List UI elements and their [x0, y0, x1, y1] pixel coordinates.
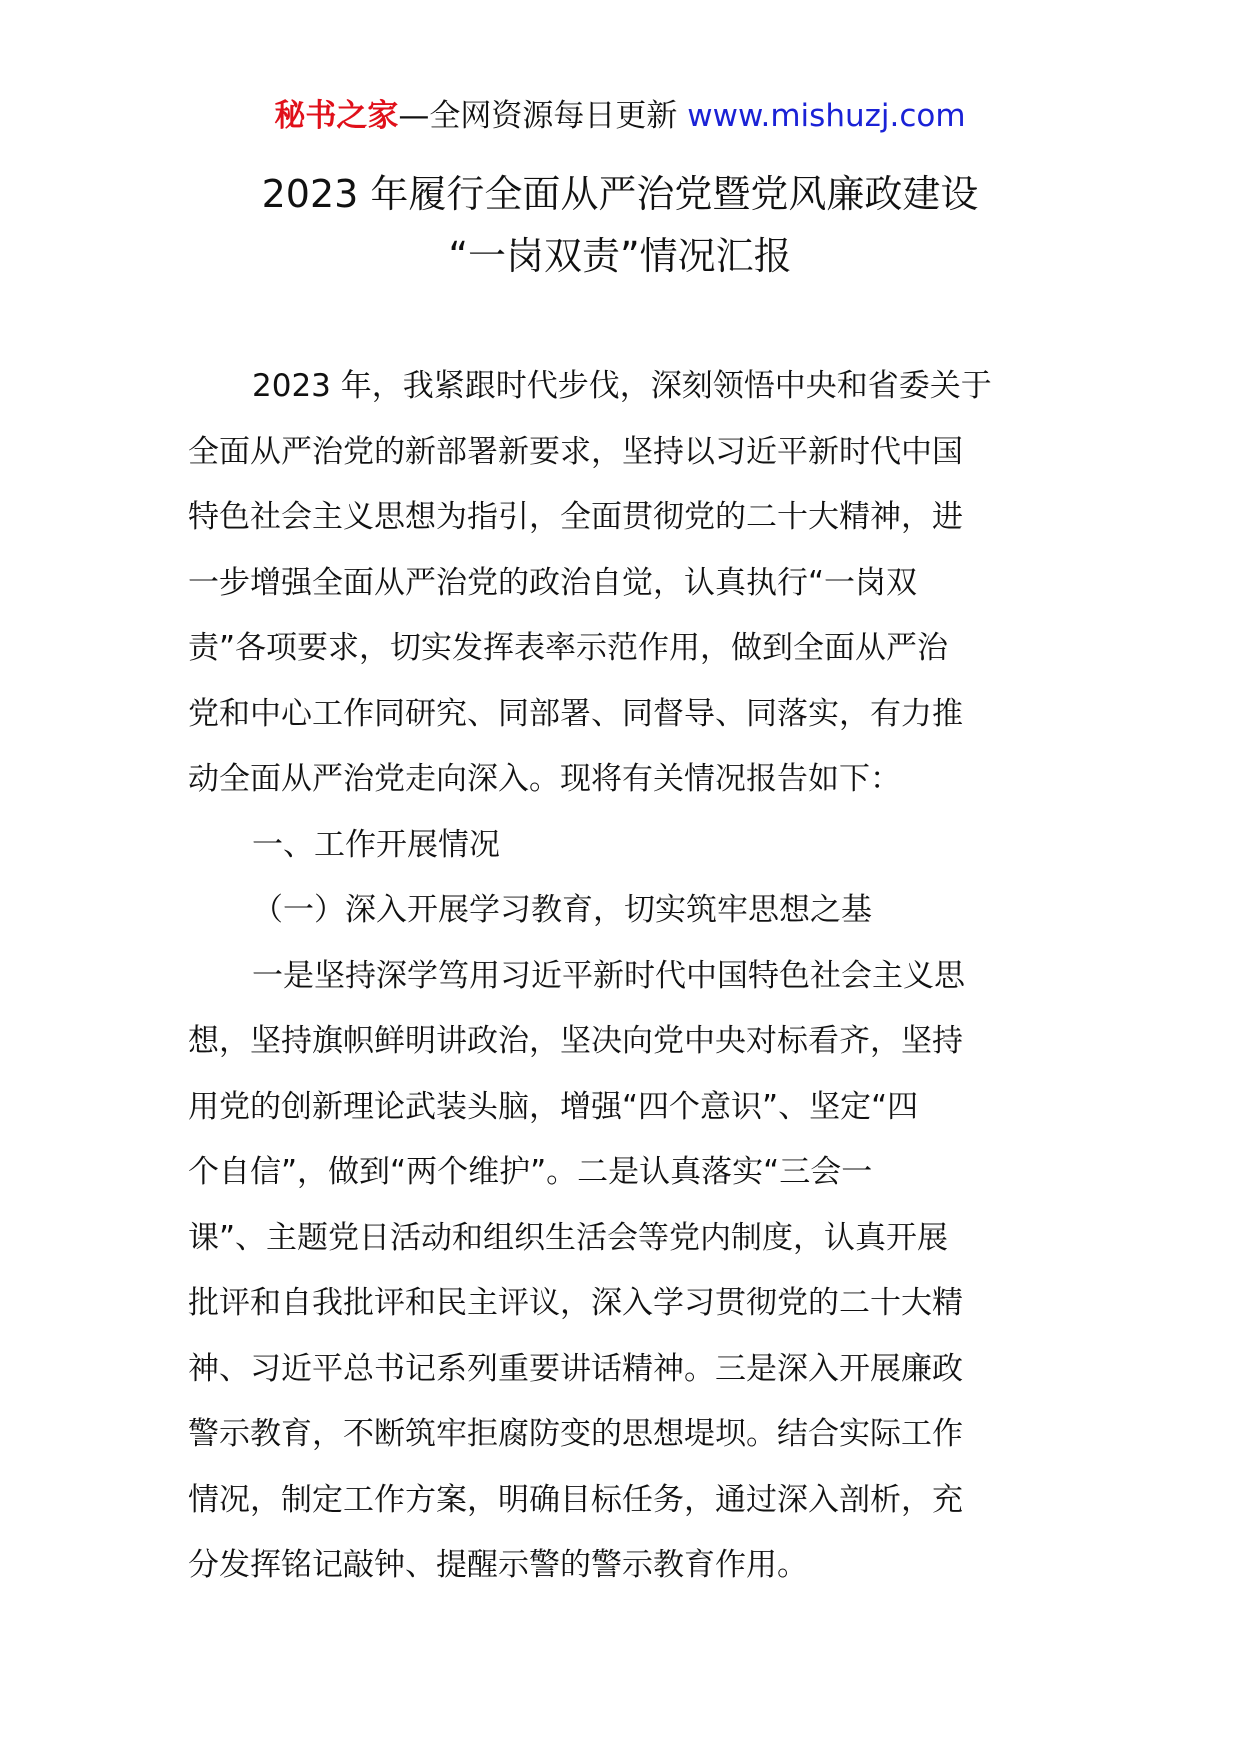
body-line: 课”、主题党日活动和组织生活会等党内制度，认真开展 — [188, 1219, 949, 1256]
body-line: 批评和自我批评和民主评议，深入学习贯彻党的二十大精 — [188, 1285, 963, 1321]
body-line: 分发挥铭记敲钟、提醒示警的警示教育作用。 — [188, 1547, 808, 1583]
body-line: 个自信”，做到“两个维护”。二是认真落实“三会一 — [188, 1154, 873, 1190]
body-line: 神、习近平总书记系列重要讲话精神。三是深入开展廉政 — [188, 1350, 963, 1387]
site-brand: 秘书之家 — [274, 98, 399, 134]
site-url[interactable]: www.mishuzj.com — [687, 98, 966, 134]
document-body — [188, 354, 1052, 1599]
body-line: 一是坚持深学笃用习近平新时代中国特色社会主义思 — [252, 957, 965, 994]
document-title-line-2: “一岗双责”情况汇报 — [448, 234, 792, 278]
body-line: 全面从严治党的新部署新要求，坚持以习近平新时代中国 — [188, 433, 963, 470]
body-line: 想，坚持旗帜鲜明讲政治，坚决向党中央对标看齐，坚持 — [188, 1023, 963, 1059]
site-header — [0, 96, 1240, 136]
site-slogan: —全网资源每日更新 — [398, 98, 688, 134]
body-line: 动全面从严治党走向深入。现将有关情况报告如下： — [188, 761, 901, 797]
subsection-heading: （一）深入开展学习教育，切实筑牢思想之基 — [252, 892, 872, 928]
body-line: 警示教育，不断筑牢拒腐防变的思想堤坝。结合实际工作 — [188, 1416, 963, 1452]
body-line: 责”各项要求，切实发挥表率示范作用，做到全面从严治 — [188, 630, 949, 666]
body-line: 党和中心工作同研究、同部署、同督导、同落实，有力推 — [188, 695, 963, 732]
section-heading: 一、工作开展情况 — [252, 826, 500, 863]
body-line: 用党的创新理论武装头脑，增强“四个意识”、坚定“四 — [188, 1088, 919, 1125]
body-line: 特色社会主义思想为指引，全面贯彻党的二十大精神，进 — [188, 499, 963, 535]
body-line: 2023 年，我紧跟时代步伐，深刻领悟中央和省委关于 — [252, 368, 992, 404]
body-line: 一步增强全面从严治党的政治自觉，认真执行“一岗双 — [188, 564, 918, 601]
document-title-line-1: 2023 年履行全面从严治党暨党风廉政建设 — [261, 172, 979, 216]
body-line: 情况，制定工作方案，明确目标任务，通过深入剖析，充 — [188, 1481, 963, 1518]
